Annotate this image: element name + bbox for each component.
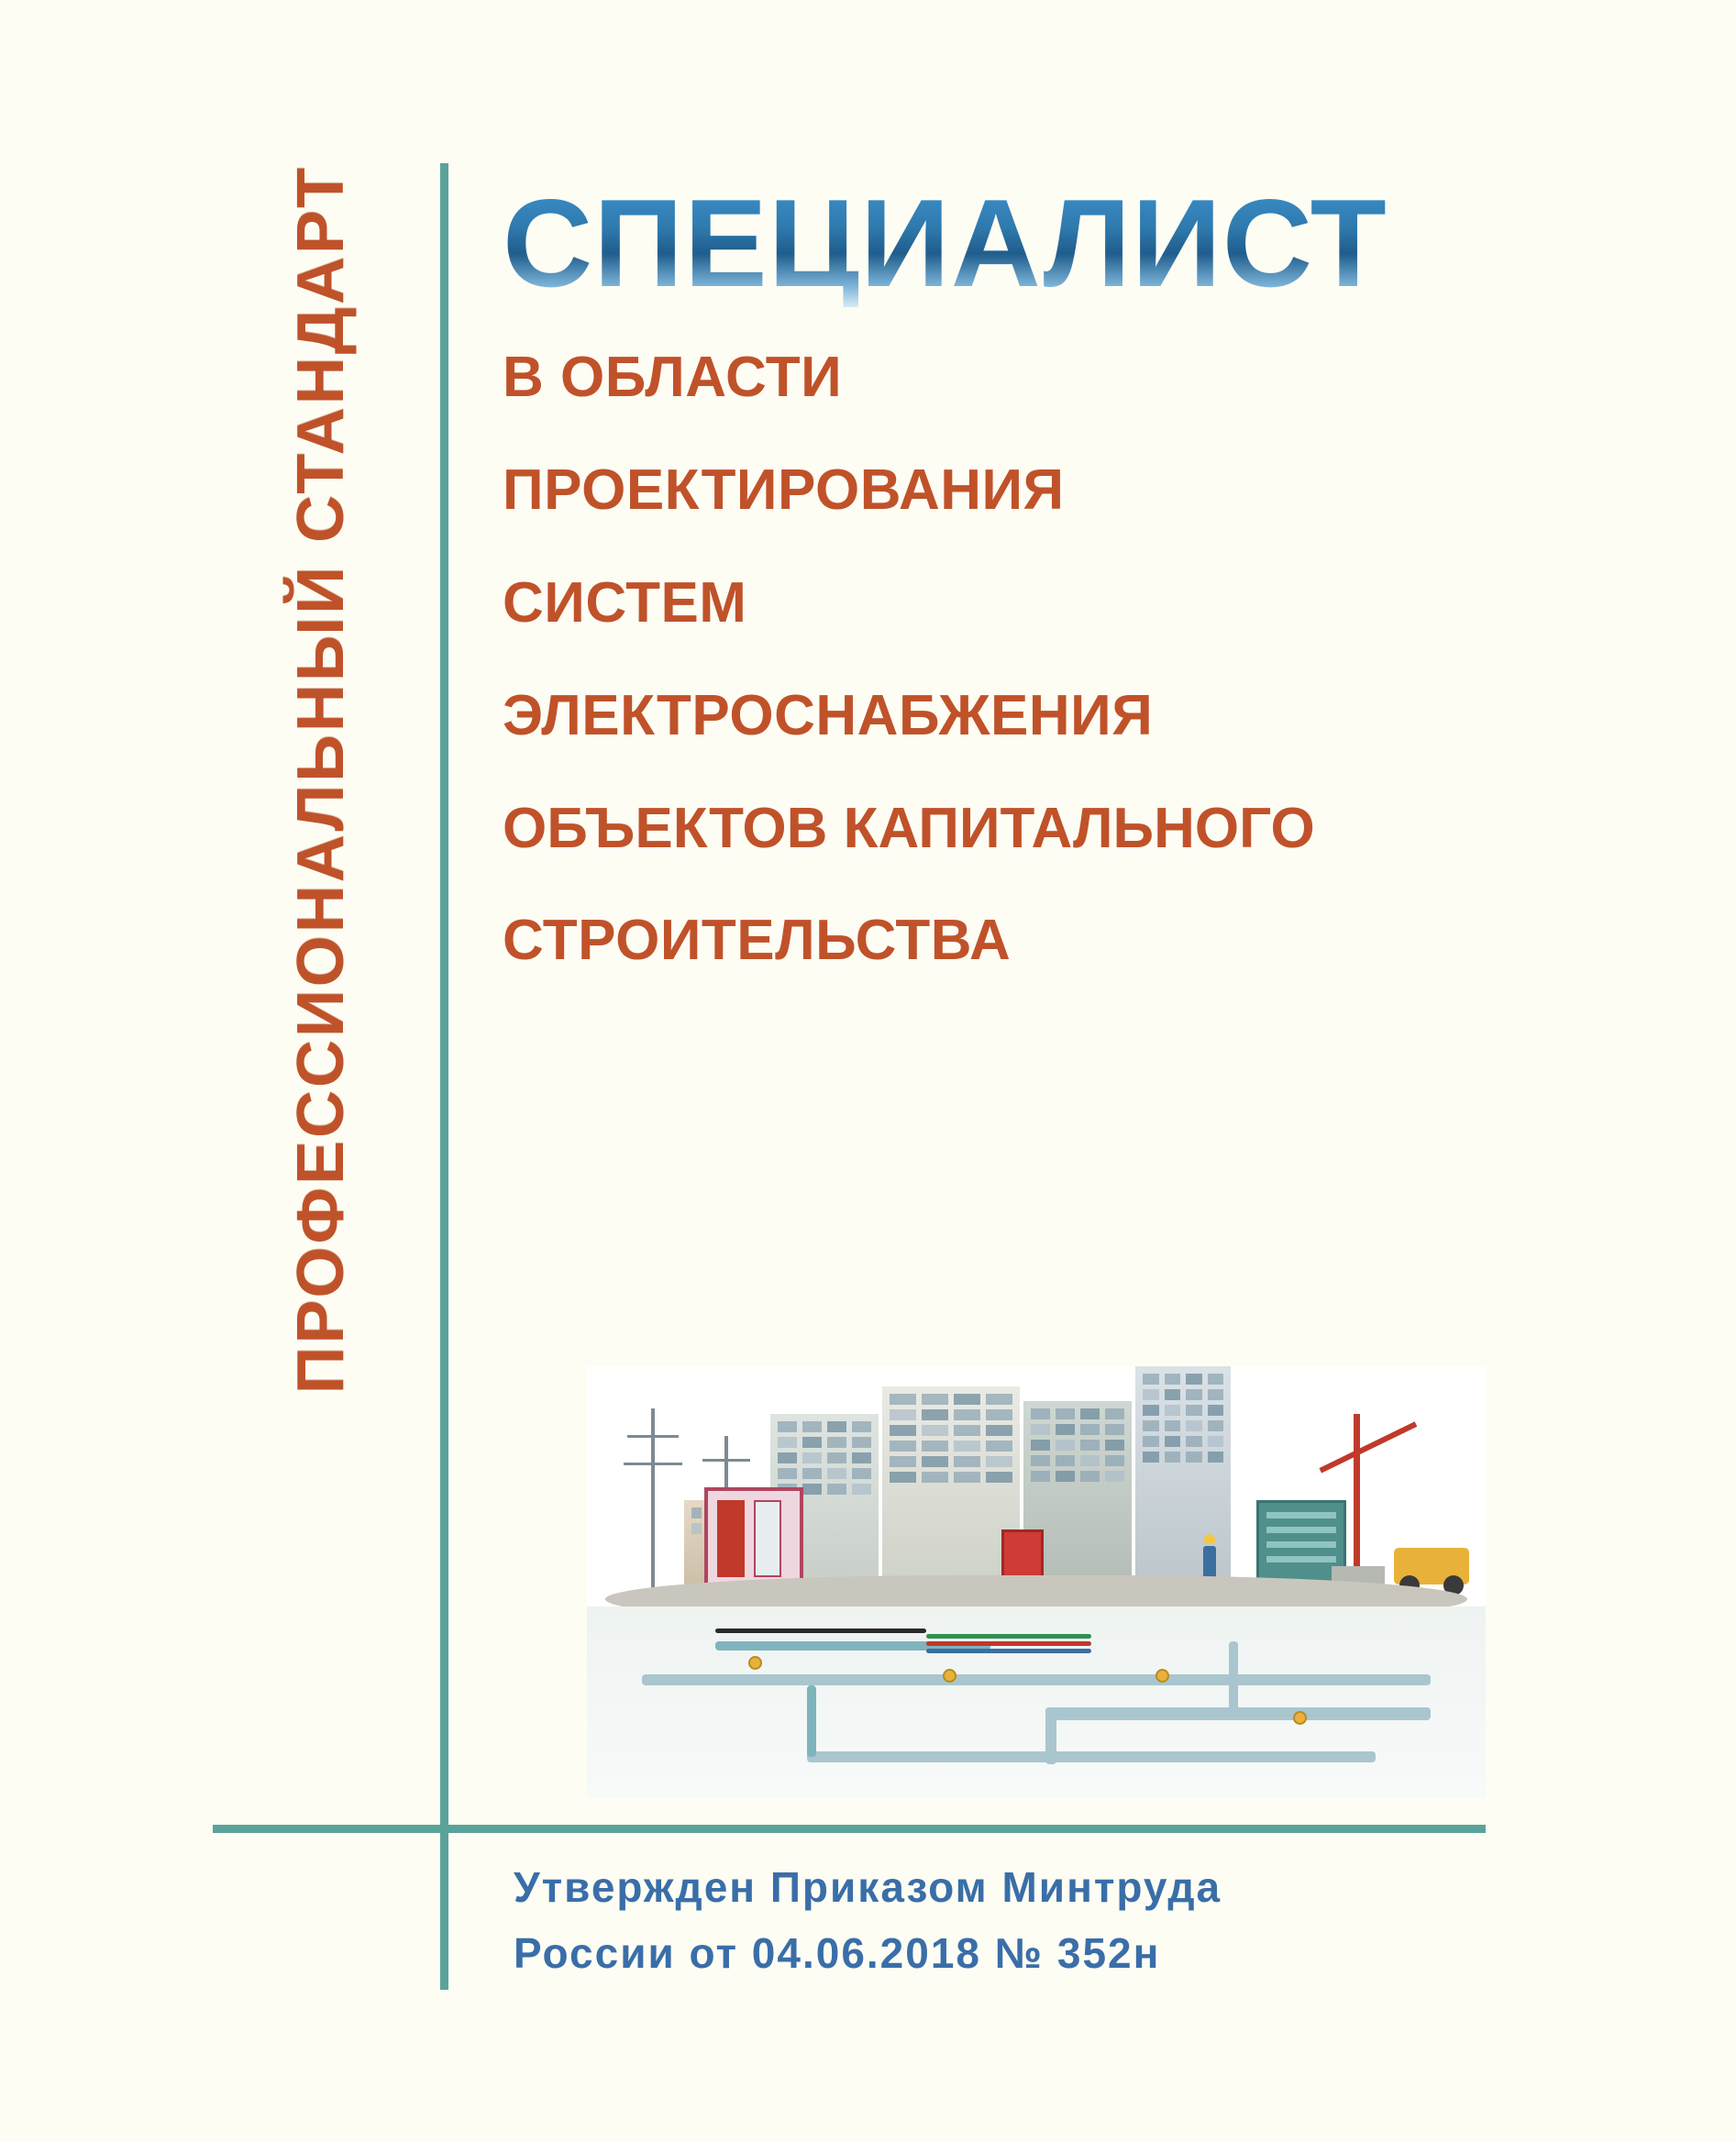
subtitle-line-1: В ОБЛАСТИ (503, 345, 843, 409)
underground-pipe (807, 1685, 816, 1757)
underground-pipe (642, 1674, 1431, 1685)
subtitle-line-2: ПРОЕКТИРОВАНИЯ (503, 458, 1065, 522)
underground-pipe (1229, 1641, 1238, 1713)
cover-illustration (587, 1366, 1486, 1797)
pylon-arm-icon (624, 1463, 682, 1465)
subtitle-line-3: СИСТЕМ (503, 570, 747, 635)
vertical-divider-rule (440, 163, 448, 1990)
building-b (882, 1386, 1020, 1584)
window-grid (1143, 1374, 1223, 1575)
cable-joint-node (1155, 1669, 1169, 1683)
underground-pipe (1045, 1707, 1431, 1720)
spine-title (252, 165, 390, 1816)
subtitle-line-4: ЭЛЕКТРОСНАБЖЕНИЯ (503, 683, 1154, 747)
underground-cable (926, 1634, 1091, 1639)
cable-joint-node (748, 1656, 762, 1670)
pylon-arm-icon (702, 1459, 750, 1462)
wheel-loader-icon (1394, 1548, 1469, 1584)
approval-line-1: Утвержден Приказом Минтруда (514, 1863, 1222, 1911)
cable-joint-node (943, 1669, 956, 1683)
subtitle-line-5: ОБЪЕКТОВ КАПИТАЛЬНОГО (503, 796, 1315, 860)
tower-crane-icon (1354, 1414, 1360, 1584)
approval-line-2: России от 04.06.2018 № 352н (514, 1928, 1161, 1977)
underground-cable (715, 1629, 926, 1633)
pylon-arm-icon (627, 1435, 679, 1438)
underground-cable (926, 1641, 1091, 1646)
approval-note (514, 1861, 1486, 1993)
subtitle-list (503, 345, 1502, 973)
title-block (503, 173, 1502, 1023)
building-d (1135, 1366, 1231, 1584)
underground-cable (926, 1649, 1091, 1653)
window-grid (1031, 1408, 1124, 1575)
horizontal-divider-rule (213, 1825, 1486, 1833)
spine-title-text: ПРОФЕССИОНАЛЬНЫЙ СТАНДАРТ (284, 165, 358, 1395)
subtitle-line-6: СТРОИТЕЛЬСТВА (503, 909, 1012, 973)
window-grid (890, 1394, 1012, 1575)
page-title: СПЕЦИАЛИСТ (503, 180, 1502, 307)
cable-joint-node (1293, 1711, 1307, 1725)
underground-pipe (807, 1751, 1376, 1762)
